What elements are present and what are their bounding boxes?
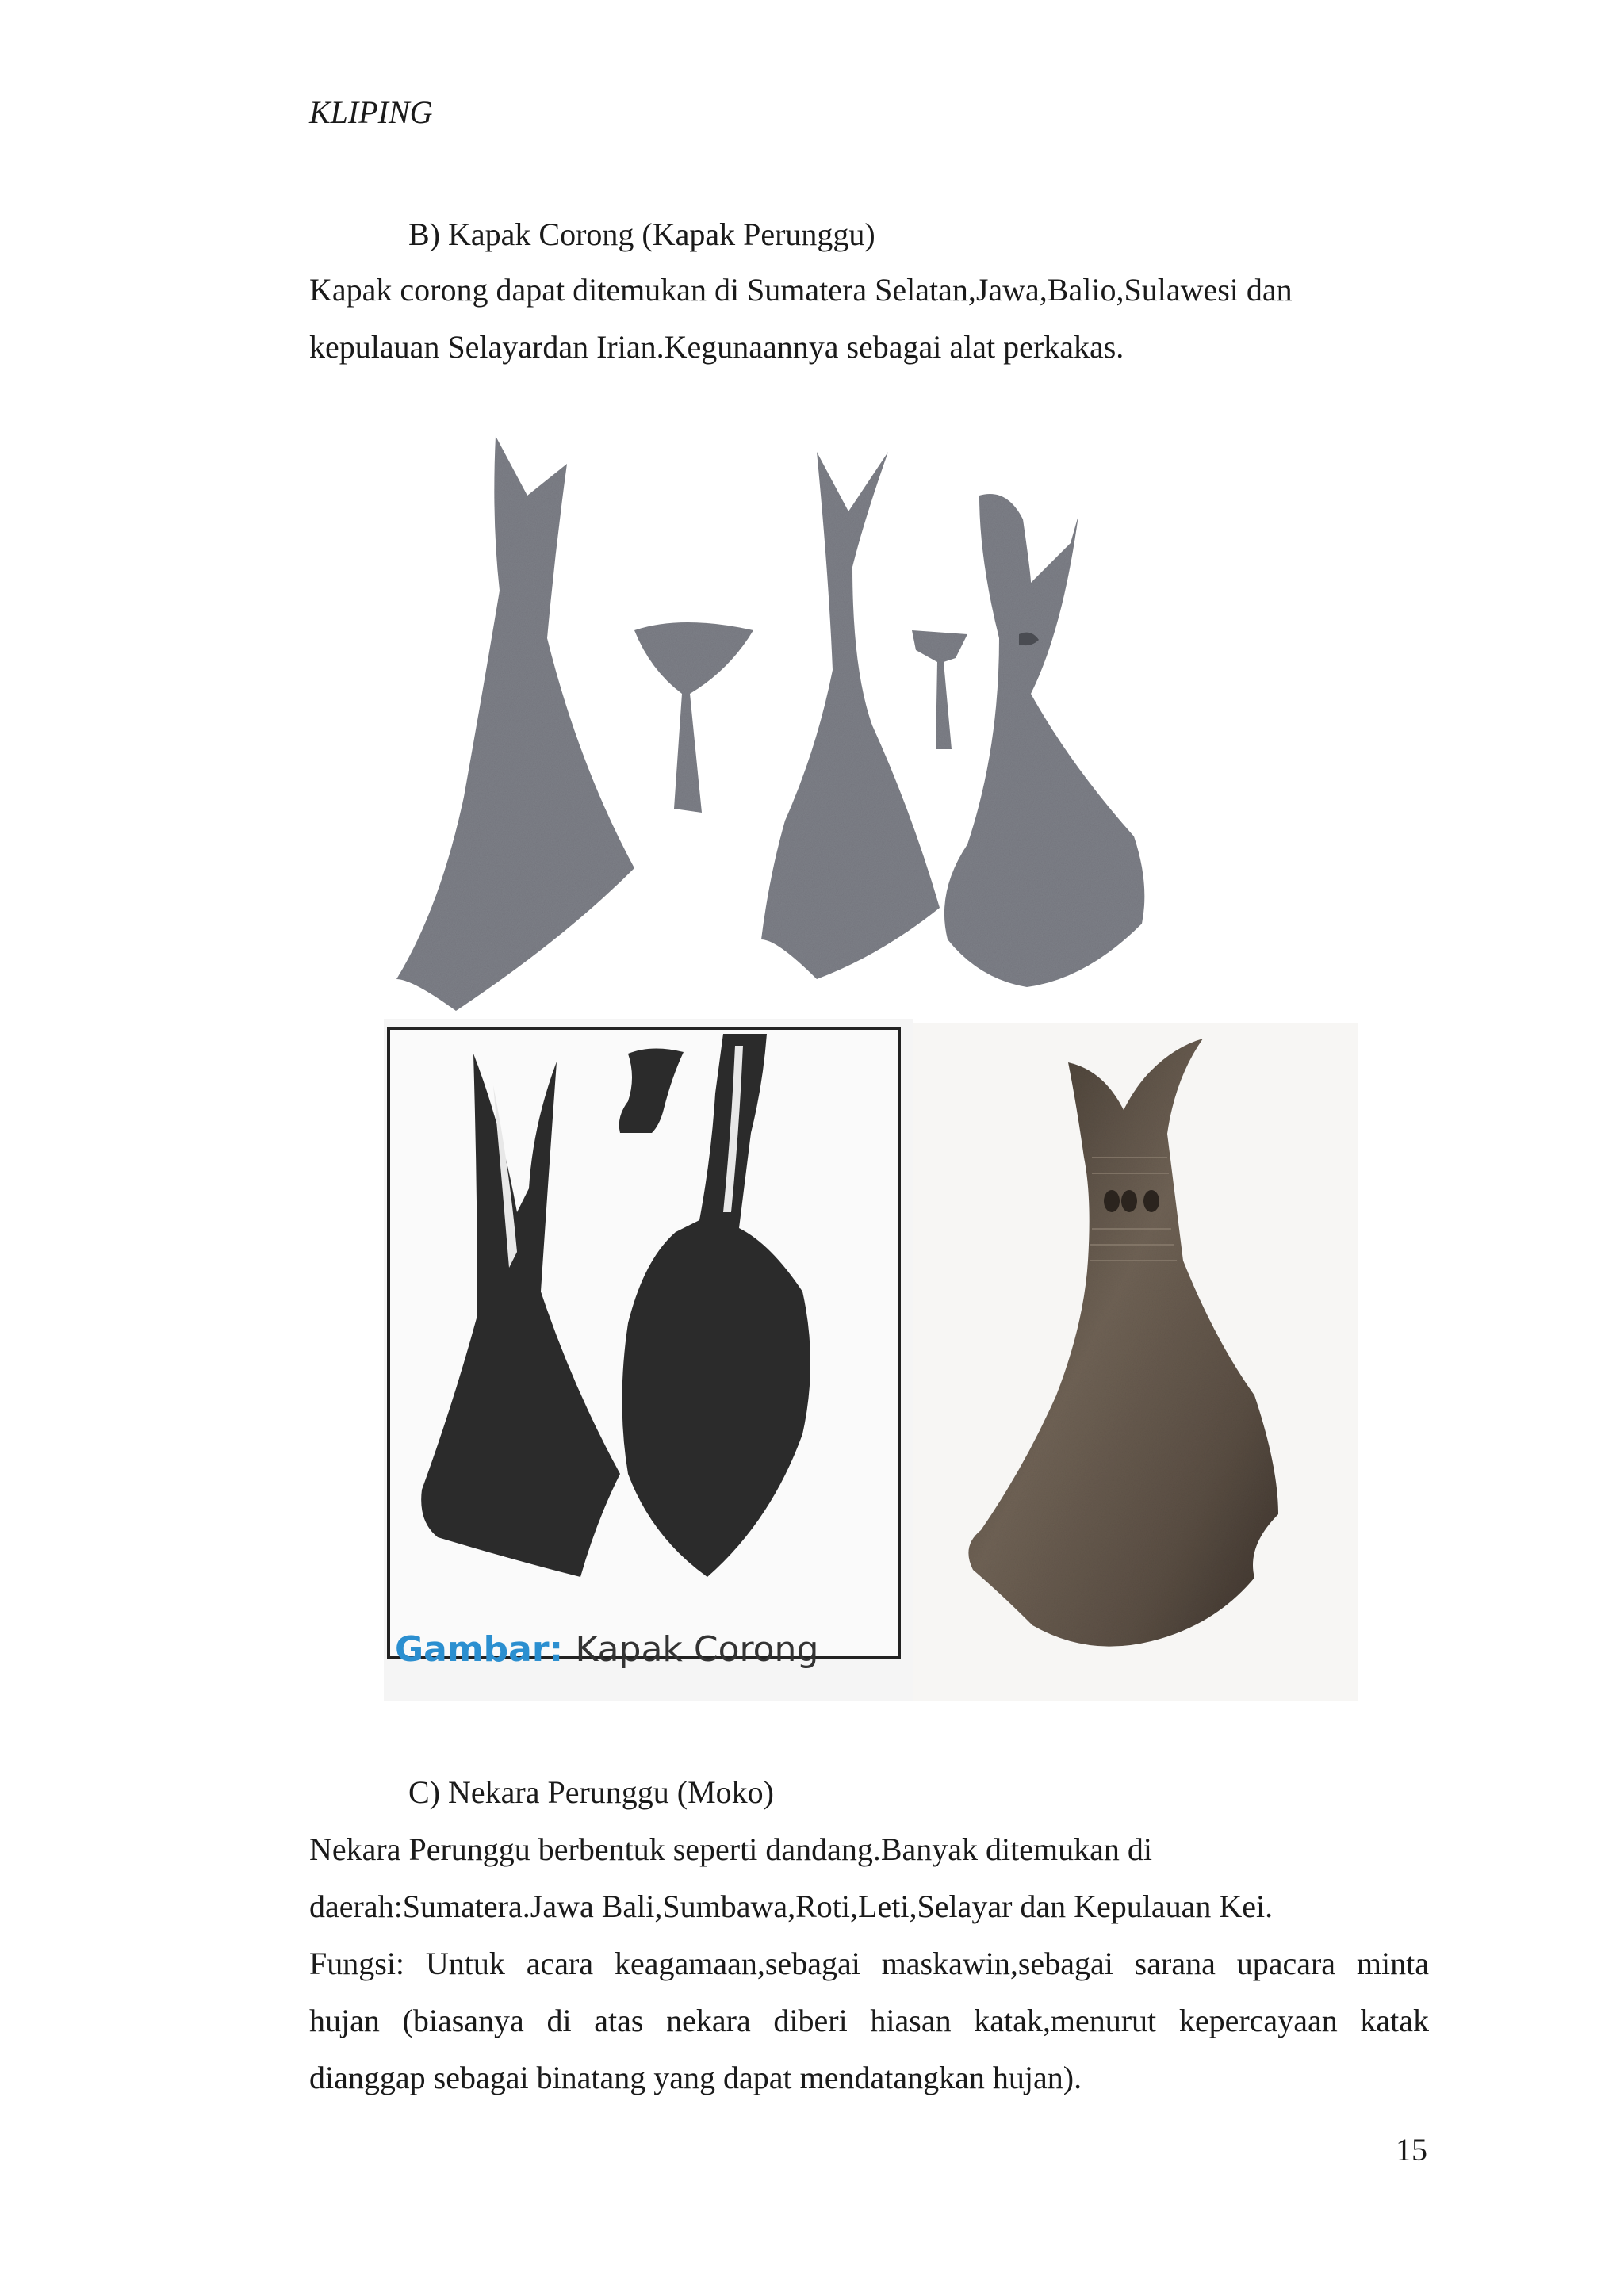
section-title-kapak-corong: B) Kapak Corong (Kapak Perunggu) <box>408 216 875 252</box>
page-header: KLIPING <box>309 94 433 130</box>
bronze-axe <box>968 1039 1278 1647</box>
section-title-nekara-perunggu: C) Nekara Perunggu (Moko) <box>408 1774 774 1810</box>
axe-drawing-left <box>421 1054 620 1577</box>
axe-illustrations <box>396 432 1332 1015</box>
page-number: 15 <box>1396 2132 1427 2168</box>
axe-1 <box>396 436 634 1011</box>
paragraph-line: Kapak corong dapat ditemukan di Sumatera Selatan,Jawa,Balio,Sulawesi dan <box>309 272 1293 308</box>
caption-label: Gambar: <box>395 1629 564 1670</box>
figure-kapak-corong-grey <box>396 432 1332 1015</box>
figure-kapak-corong-drawing <box>384 1019 914 1701</box>
paragraph-line: daerah:Sumatera.Jawa Bali,Sumbawa,Roti,Leti,Selayar dan Kepulauan Kei. <box>309 1888 1274 1924</box>
bronze-axe-photo <box>914 1023 1358 1701</box>
axe-fragment-2 <box>912 630 967 749</box>
figure-caption <box>395 1629 818 1670</box>
caption-text: Kapak Corong <box>575 1629 819 1670</box>
axe-2 <box>761 452 940 979</box>
paragraph-line: hujan (biasanya di atas nekara diberi hiasan katak,menurut kepercayaan katak <box>309 2003 1429 2038</box>
axe-drawing-fragment <box>619 1048 684 1133</box>
paragraph-line: dianggap sebagai binatang yang dapat mendatangkan hujan). <box>309 2060 1082 2095</box>
axe-drawings <box>390 1030 898 1632</box>
figure-kapak-corong-photo <box>914 1023 1358 1701</box>
paragraph-line: Fungsi: Untuk acara keagamaan,sebagai maskawin,sebagai sarana upacara minta <box>309 1946 1429 1981</box>
axe-fragment-1 <box>634 622 753 813</box>
paragraph-kapak-corong <box>309 262 1429 376</box>
paragraph-line: kepulauan Selayardan Irian.Kegunaannya sebagai alat perkakas. <box>309 329 1124 365</box>
paragraph-line: Nekara Perunggu berbentuk seperti dandang.Banyak ditemukan di <box>309 1831 1153 1867</box>
paragraph-nekara-perunggu <box>309 1821 1429 2107</box>
drawing-frame <box>387 1027 901 1659</box>
axe-3 <box>944 494 1144 987</box>
